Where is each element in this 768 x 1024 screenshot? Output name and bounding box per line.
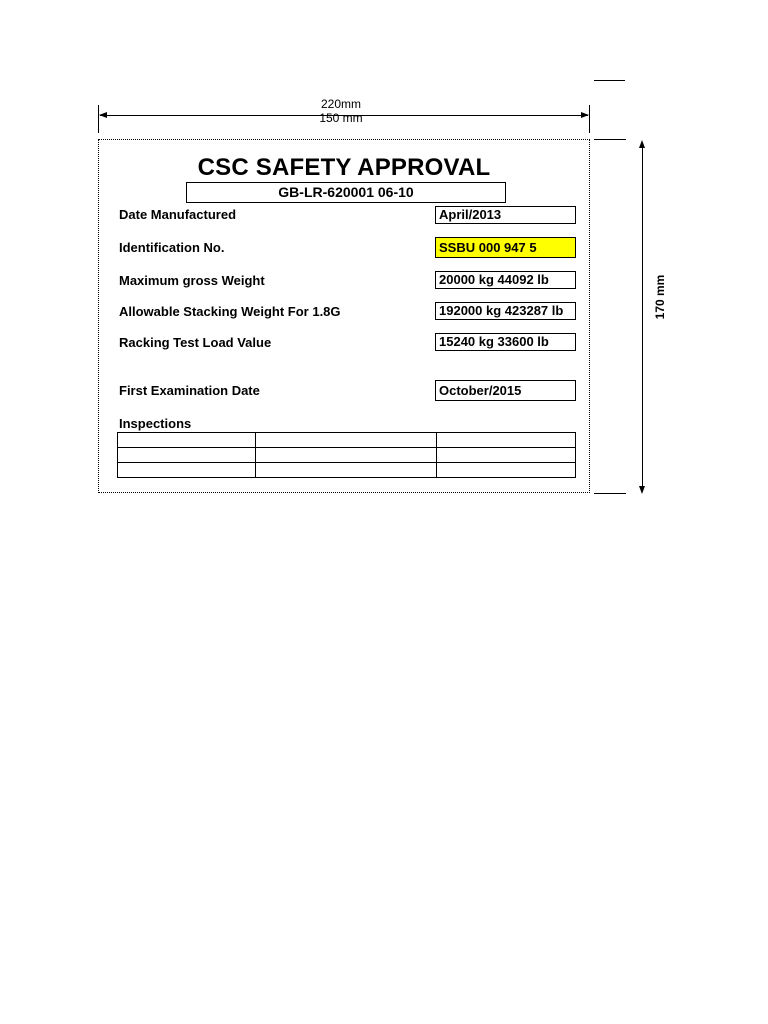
table-cell <box>118 463 256 478</box>
width-dimension-label-inner: 150 mm <box>319 111 363 125</box>
table-row <box>118 463 576 478</box>
racking-test-label: Racking Test Load Value <box>119 335 272 350</box>
max-gross-weight-value: 20000 kg 44092 lb <box>435 271 576 289</box>
approval-code-box: GB-LR-620001 06-10 <box>186 182 506 203</box>
arrowhead-right-icon <box>581 112 589 118</box>
width-dimension-left-tick <box>98 105 99 133</box>
width-dimension-label-outer: 220mm <box>320 97 361 111</box>
arrowhead-left-icon <box>99 112 107 118</box>
corner-line <box>594 80 625 81</box>
inspections-label: Inspections <box>119 416 192 431</box>
height-dimension-shaft <box>642 146 643 486</box>
table-cell <box>256 448 436 463</box>
arrowhead-up-icon <box>639 140 645 148</box>
date-manufactured-value: April/2013 <box>435 206 576 224</box>
csc-plate <box>98 139 590 493</box>
table-cell <box>256 463 436 478</box>
table-row <box>118 433 576 448</box>
identification-no-label: Identification No. <box>119 240 225 255</box>
first-examination-value: October/2015 <box>435 380 576 401</box>
inspections-table <box>117 432 576 478</box>
first-examination-label: First Examination Date <box>119 383 260 398</box>
table-cell <box>118 433 256 448</box>
height-dimension-label: 170 mm <box>653 274 667 320</box>
table-cell <box>256 433 436 448</box>
arrowhead-down-icon <box>639 486 645 494</box>
table-cell <box>118 448 256 463</box>
height-dimension-top-tick <box>594 139 626 140</box>
plate-title: CSC SAFETY APPROVAL <box>197 154 491 181</box>
stacking-weight-label: Allowable Stacking Weight For 1.8G <box>119 304 341 319</box>
table-row <box>118 448 576 463</box>
max-gross-weight-label: Maximum gross Weight <box>119 273 265 288</box>
identification-no-value: SSBU 000 947 5 <box>435 237 576 258</box>
date-manufactured-label: Date Manufactured <box>119 207 237 222</box>
racking-test-value: 15240 kg 33600 lb <box>435 333 576 351</box>
table-cell <box>436 463 575 478</box>
stacking-weight-value: 192000 kg 423287 lb <box>435 302 576 320</box>
width-dimension-right-tick <box>589 105 590 133</box>
table-cell <box>436 448 575 463</box>
height-dimension-bottom-tick <box>594 493 626 494</box>
table-cell <box>436 433 575 448</box>
